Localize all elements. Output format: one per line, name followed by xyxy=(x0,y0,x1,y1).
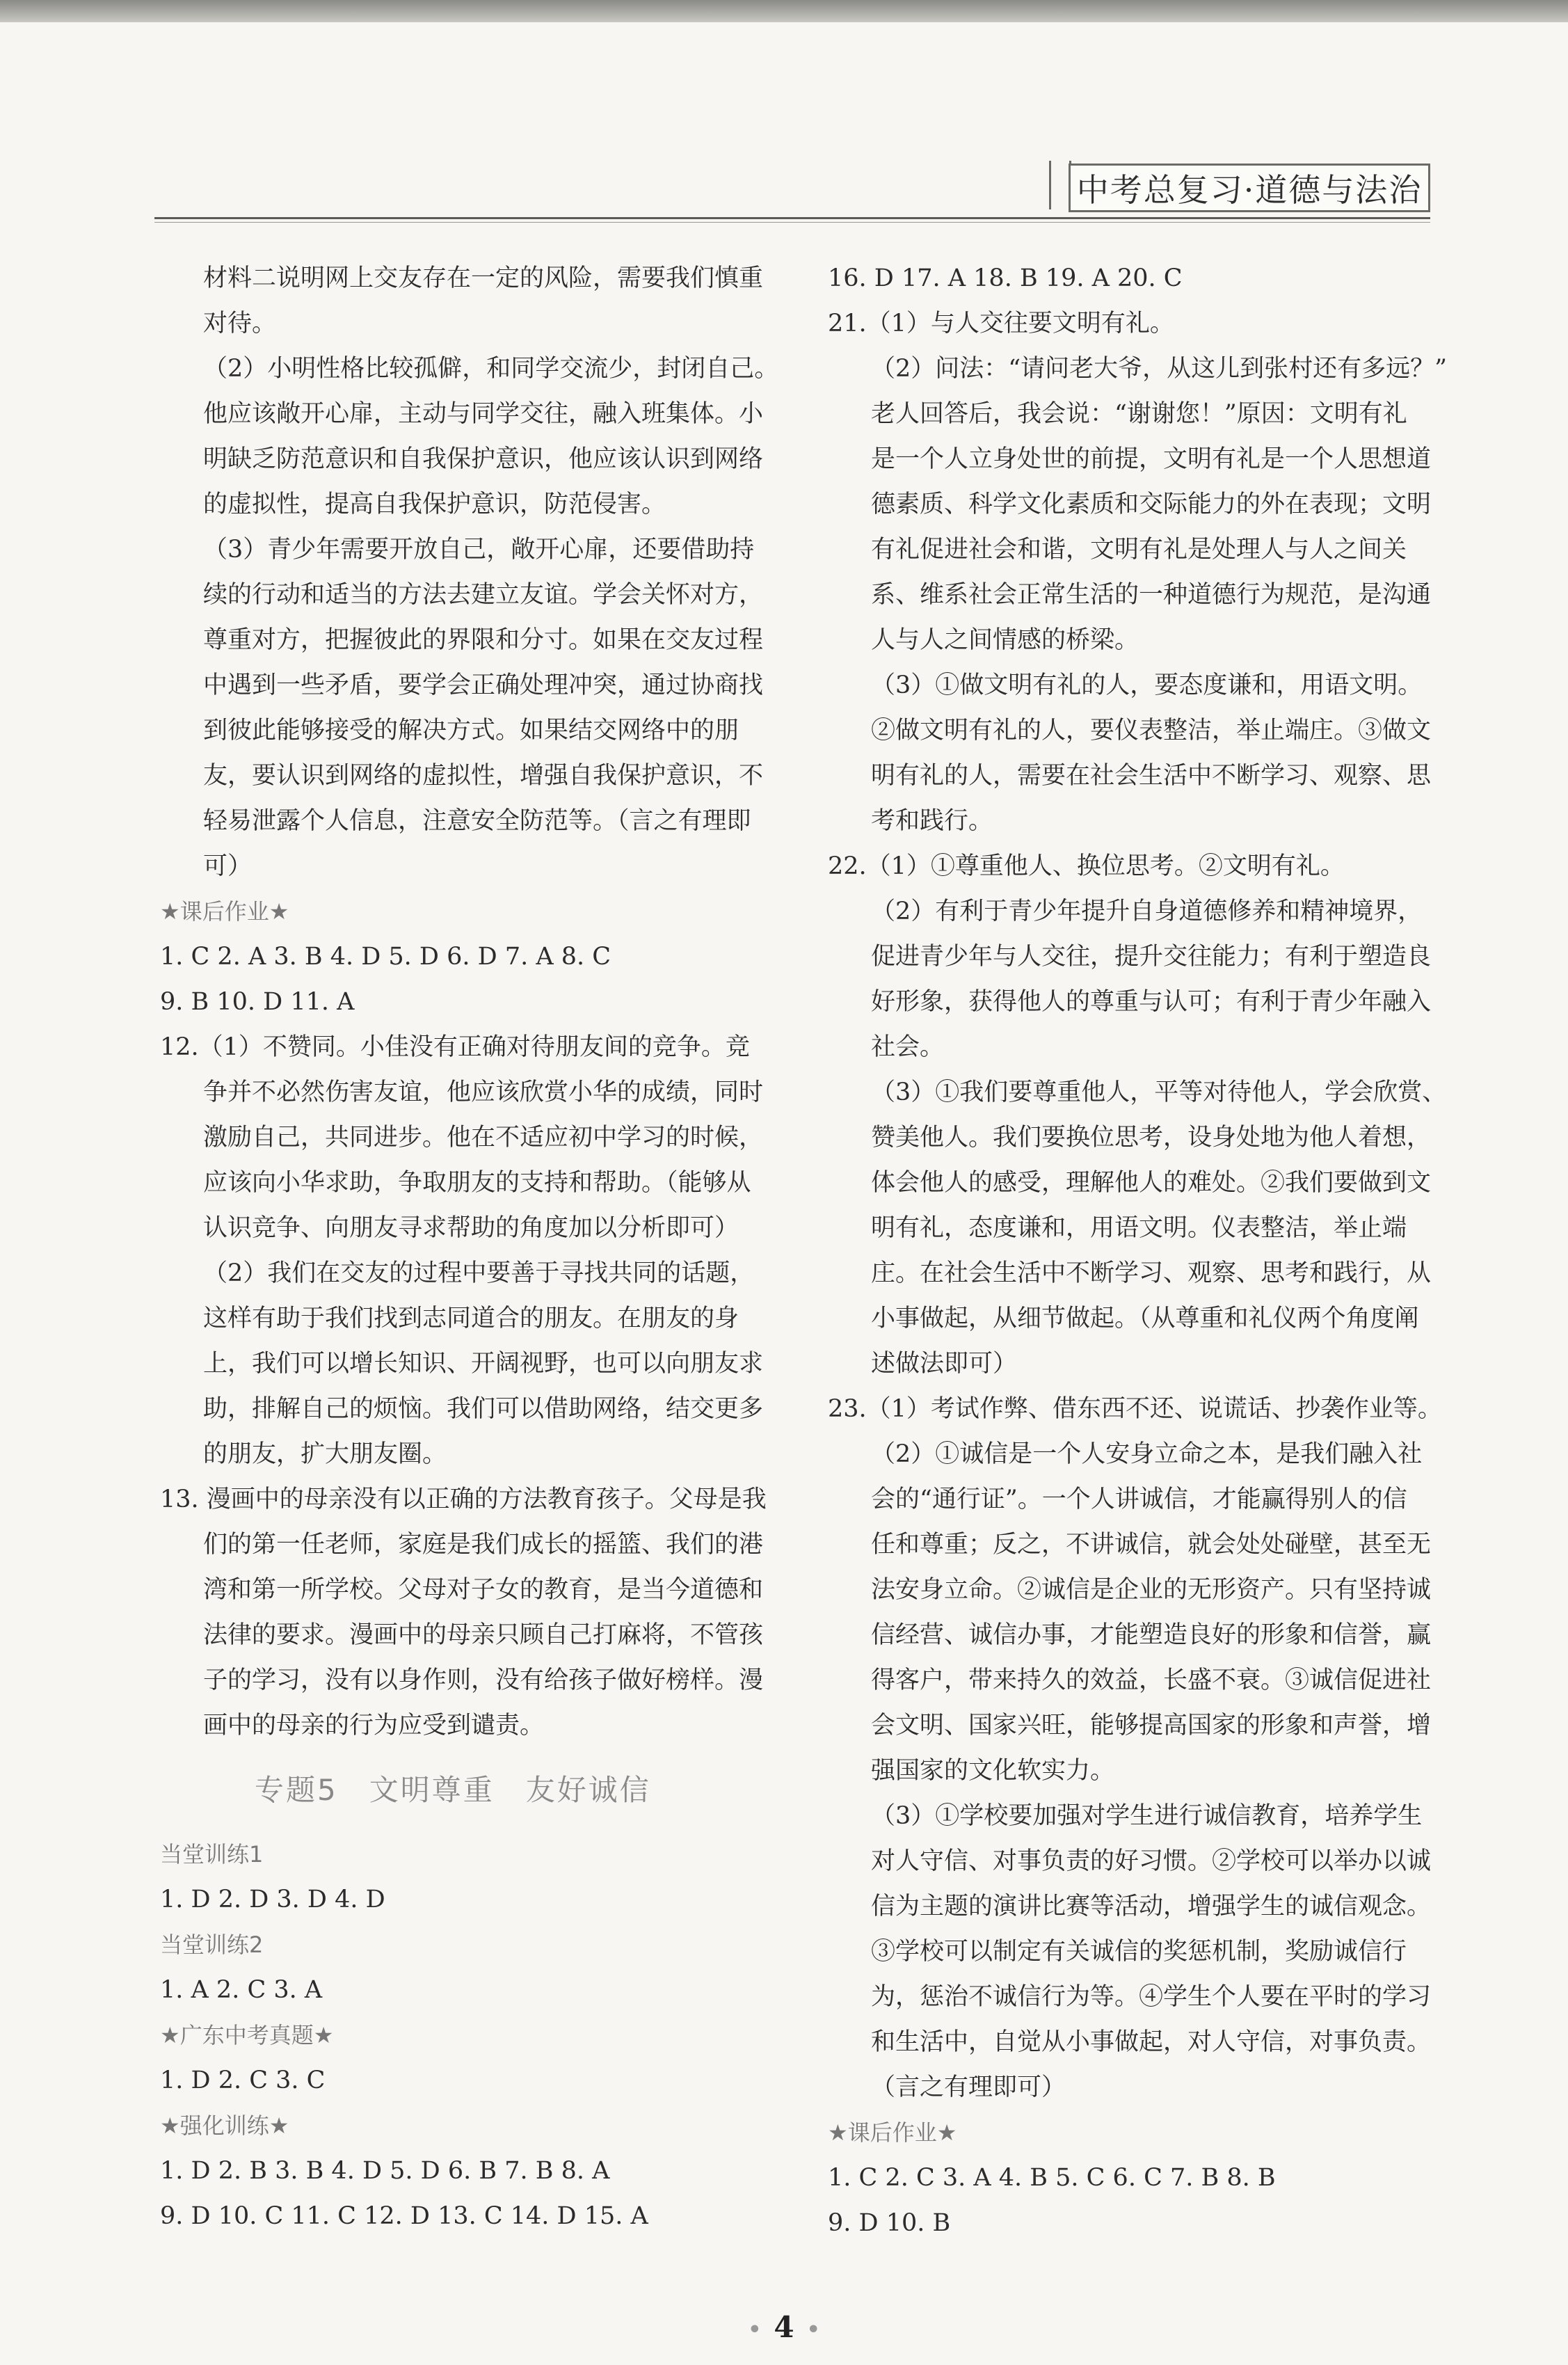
text-line: 小事做起，从细节做起。（从尊重和礼仪两个角度阐 xyxy=(871,1305,1419,1332)
text-line: 应该向小华求助，争取朋友的支持和帮助。（能够从 xyxy=(203,1169,751,1197)
text-line: 1. D 2. D 3. D 4. D xyxy=(160,1886,385,1913)
text-line: 强国家的文化软实力。 xyxy=(871,1757,1115,1785)
text-line: 上，我们可以增长知识、开阔视野，也可以向朋友求 xyxy=(203,1350,764,1378)
text-line: 会的“通行证”。一个人讲诚信，才能赢得别人的信 xyxy=(871,1486,1407,1513)
text-line: 德素质、科学文化素质和交际能力的外在表现；文明 xyxy=(871,491,1432,518)
text-line: 对待。 xyxy=(203,310,277,337)
section-heading: 当堂训练2 xyxy=(160,1932,264,1958)
text-line: 是一个人立身处世的前提，文明有礼是一个人思想道 xyxy=(871,445,1432,473)
text-line: ③学校可以制定有关诚信的奖惩机制，奖励诚信行 xyxy=(871,1938,1407,1966)
text-line: 明有礼的人，需要在社会生活中不断学习、观察、思 xyxy=(871,762,1432,790)
text-line: 体会他人的感受，理解他人的难处。②我们要做到文 xyxy=(871,1169,1432,1197)
text-line: ②做文明有礼的人，要仪表整洁，举止端庄。③做文 xyxy=(871,717,1432,744)
text-line: 尊重对方，把握彼此的界限和分寸。如果在交友过程 xyxy=(203,626,764,654)
section-heading: ★广东中考真题★ xyxy=(160,2022,334,2048)
text-line: 考和践行。 xyxy=(871,807,993,835)
text-line: 信为主题的演讲比赛等活动，增强学生的诚信观念。 xyxy=(871,1893,1432,1920)
section-title: 专题5 文明尊重 友好诚信 xyxy=(255,1773,651,1807)
text-line: 社会。 xyxy=(871,1033,945,1061)
text-line: 子的学习，没有以身作则，没有给孩子做好榜样。漫 xyxy=(203,1666,764,1694)
text-line: 材料二说明网上交友存在一定的风险，需要我们慎重 xyxy=(203,264,764,292)
text-line: 激励自己，共同进步。他在不适应初中学习的时候， xyxy=(203,1124,764,1152)
left-column xyxy=(160,256,779,2239)
text-line: 助，排解自己的烦恼。我们可以借助网络，结交更多 xyxy=(203,1395,764,1423)
text-line: 画中的母亲的行为应受到谴责。 xyxy=(203,1712,545,1739)
text-line: （2）①诚信是一个人安身立命之本，是我们融入社 xyxy=(871,1440,1423,1468)
text-line: 友，要认识到网络的虚拟性，增强自我保护意识，不 xyxy=(203,762,764,790)
text-line: 法安身立命。②诚信是企业的无形资产。只有坚持诚 xyxy=(871,1576,1432,1604)
text-line: （3）①做文明有礼的人，要态度谦和，用语文明。 xyxy=(871,671,1423,699)
text-line: 任和尊重；反之，不讲诚信，就会处处碰壁，甚至无 xyxy=(871,1531,1432,1559)
top-scan-strip xyxy=(0,0,1568,22)
text-line: 会文明、国家兴旺，能够提高国家的形象和声誉，增 xyxy=(871,1712,1432,1739)
text-line: 的朋友，扩大朋友圈。 xyxy=(203,1440,447,1468)
text-line: 1. C 2. A 3. B 4. D 5. D 6. D 7. A 8. C xyxy=(160,943,611,971)
text-line: 16. D 17. A 18. B 19. A 20. C xyxy=(828,264,1183,292)
text-line: （2）我们在交友的过程中要善于寻找共同的话题， xyxy=(203,1259,755,1287)
text-line: 轻易泄露个人信息，注意安全防范等。（言之有理即 xyxy=(203,807,751,835)
text-line: 法律的要求。漫画中的母亲只顾自己打麻将，不管孩 xyxy=(203,1621,764,1649)
text-line: 促进青少年与人交往，提升交往能力；有利于塑造良 xyxy=(871,943,1432,971)
text-line: 可） xyxy=(203,852,253,880)
text-line: 为，惩治不诚信行为等。④学生个人要在平时的学习 xyxy=(871,1983,1432,2011)
text-line: 续的行动和适当的方法去建立友谊。学会关怀对方， xyxy=(203,581,764,609)
text-line: 明缺乏防范意识和自我保护意识，他应该认识到网络 xyxy=(203,445,764,473)
header-title: 中考总复习·道德与法治 xyxy=(1069,164,1430,212)
header-rule xyxy=(154,217,1430,219)
header-rule-thin xyxy=(154,222,1430,223)
text-line: 21.（1）与人交往要文明有礼。 xyxy=(828,310,1174,337)
text-line: 老人回答后，我会说：“谢谢您！”原因：文明有礼 xyxy=(871,400,1407,428)
text-line: 赞美他人。我们要换位思考，设身处地为他人着想， xyxy=(871,1124,1432,1152)
text-line: 中遇到一些矛盾，要学会正确处理冲突，通过协商找 xyxy=(203,671,764,699)
text-line: 人与人之间情感的桥梁。 xyxy=(871,626,1139,654)
text-line: 9. D 10. B xyxy=(828,2209,951,2237)
text-line: 好形象，获得他人的尊重与认可；有利于青少年融入 xyxy=(871,988,1432,1016)
text-line: 争并不必然伤害友谊，他应该欣赏小华的成绩，同时 xyxy=(203,1078,764,1106)
text-line: 22.（1）①尊重他人、换位思考。②文明有礼。 xyxy=(828,852,1345,880)
text-line: 到彼此能够接受的解决方式。如果结交网络中的朋 xyxy=(203,717,739,744)
section-heading: 当堂训练1 xyxy=(160,1841,264,1868)
text-line: 13. 漫画中的母亲没有以正确的方法教育孩子。父母是我 xyxy=(160,1486,767,1513)
text-line: 认识竞争、向朋友寻求帮助的角度加以分析即可） xyxy=(203,1214,739,1242)
page-number-value: 4 xyxy=(774,2310,794,2344)
text-line: 1. C 2. C 3. A 4. B 5. C 6. C 7. B 8. B xyxy=(828,2164,1276,2192)
text-line: 湾和第一所学校。父母对子女的教育，是当今道德和 xyxy=(203,1576,764,1604)
page-header xyxy=(0,157,1568,226)
text-line: 9. D 10. C 11. C 12. D 13. C 14. D 15. A xyxy=(160,2202,648,2230)
text-line: 系、维系社会正常生活的一种道德行为规范，是沟通 xyxy=(871,581,1432,609)
right-column xyxy=(828,256,1448,2246)
text-line: （3）①学校要加强对学生进行诚信教育，培养学生 xyxy=(871,1802,1423,1830)
text-line: 9. B 10. D 11. A xyxy=(160,988,355,1016)
section-heading: ★课后作业★ xyxy=(160,898,289,925)
text-line: 明有礼，态度谦和，用语文明。仪表整洁，举止端 xyxy=(871,1214,1407,1242)
text-line: 信经营、诚信办事，才能塑造良好的形象和信誉，赢 xyxy=(871,1621,1432,1649)
text-line: （2）小明性格比较孤僻，和同学交流少，封闭自己。 xyxy=(203,355,779,383)
text-line: （3）①我们要尊重他人，平等对待他人，学会欣赏、 xyxy=(871,1078,1447,1106)
text-line: 1. D 2. B 3. B 4. D 5. D 6. B 7. B 8. A xyxy=(160,2157,610,2185)
text-line: 有礼促进社会和谐，文明有礼是处理人与人之间关 xyxy=(871,536,1407,564)
text-line: 庄。在社会生活中不断学习、观察、思考和践行，从 xyxy=(871,1259,1432,1287)
text-line: （3）青少年需要开放自己，敞开心扉，还要借助持 xyxy=(203,536,755,564)
text-line: 的虚拟性，提高自我保护意识，防范侵害。 xyxy=(203,491,666,518)
section-heading: ★课后作业★ xyxy=(828,2119,957,2146)
section-heading: ★强化训练★ xyxy=(160,2112,289,2139)
text-line: 12.（1）不赞同。小佳没有正确对待朋友间的竞争。竞 xyxy=(160,1033,750,1061)
text-line: 他应该敞开心扉，主动与同学交往，融入班集体。小 xyxy=(203,400,764,428)
text-line: （2）问法：“请问老大爷，从这儿到张村还有多远？” xyxy=(871,355,1448,383)
text-line: 们的第一任老师，家庭是我们成长的摇篮、我们的港 xyxy=(203,1531,764,1559)
text-line: 这样有助于我们找到志同道合的朋友。在朋友的身 xyxy=(203,1305,739,1332)
text-line: （2）有利于青少年提升自身道德修养和精神境界， xyxy=(871,898,1423,925)
page-number: • 4 • xyxy=(748,2310,820,2344)
text-line: 对人守信、对事负责的好习惯。②学校可以举办以诚 xyxy=(871,1847,1432,1875)
text-line: 述做法即可） xyxy=(871,1350,1018,1378)
text-line: 1. D 2. C 3. C xyxy=(160,2067,326,2094)
text-line: 和生活中，自觉从小事做起，对人守信，对事负责。 xyxy=(871,2028,1432,2056)
text-line: 1. A 2. C 3. A xyxy=(160,1976,323,2004)
text-line: 23.（1）考试作弊、借东西不还、说谎话、抄袭作业等。 xyxy=(828,1395,1442,1423)
text-line: （言之有理即可） xyxy=(871,2073,1066,2101)
text-line: 得客户，带来持久的效益，长盛不衰。③诚信促进社 xyxy=(871,1666,1432,1694)
